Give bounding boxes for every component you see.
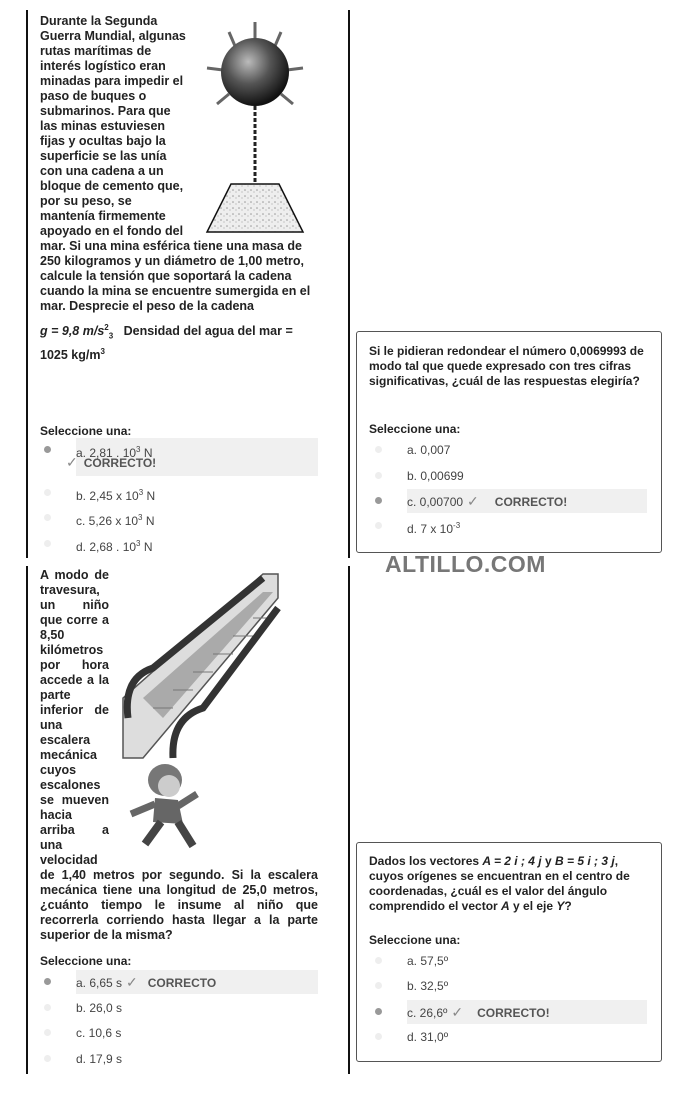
q4-option-a[interactable] bbox=[407, 949, 448, 973]
question-2-text: Si le pidieran redondear el número 0,0069993 de modo tal que quede expresado con tres cifras significativas, ¿cuál de las respuestas elegiría? bbox=[369, 344, 644, 388]
feedback-correct: CORRECTO! bbox=[494, 495, 568, 509]
q3-option-d[interactable] bbox=[76, 1047, 122, 1071]
option-unit: N bbox=[140, 540, 153, 554]
radio[interactable] bbox=[375, 1033, 382, 1040]
escalator-illustration bbox=[113, 568, 318, 768]
option-label: d. 31,0º bbox=[407, 1030, 449, 1044]
q4-option-b[interactable] bbox=[407, 974, 448, 998]
question-3-text: A modo de travesura, un niño que corre a 8,50 kilómetros por hora accede a la parte inferior de una escalera mecánica cuyos escalones se mueven hacia arriba a una velocidad de 1,40 metros por segundo. Si la escalera mecánica tiene una longitud de 25,0 metros, ¿cuánto tiempo le insume al niño que recorrerla corriendo hasta llegar a la parte superior de la misma? bbox=[40, 568, 318, 942]
option-exponent: 3 bbox=[136, 539, 141, 548]
radio-selected[interactable] bbox=[44, 978, 51, 985]
text-fragment: , cuyos orígenes se encuentran en el centro de coordenadas, ¿cuál es el valor del ángulo comprendido el vector bbox=[369, 854, 630, 913]
feedback-correct: CORRECTO! bbox=[83, 456, 157, 470]
option-exponent: 3 bbox=[138, 513, 143, 522]
radio[interactable] bbox=[375, 957, 382, 964]
radio[interactable] bbox=[44, 1004, 51, 1011]
option-label: b. 2,45 x 10 bbox=[76, 489, 139, 503]
q4-select-label: Seleccione una: bbox=[369, 933, 461, 947]
option-exponent: -3 bbox=[453, 521, 461, 530]
text-fragment: ? bbox=[564, 899, 572, 913]
question-2-card bbox=[356, 331, 662, 553]
radio-selected[interactable] bbox=[375, 1008, 382, 1015]
option-unit: N bbox=[142, 514, 155, 528]
q4-option-d[interactable] bbox=[407, 1025, 448, 1049]
option-exponent: 3 bbox=[138, 488, 144, 497]
radio[interactable] bbox=[375, 522, 382, 529]
radio[interactable] bbox=[375, 472, 382, 479]
option-label: a. 0,007 bbox=[407, 443, 451, 457]
option-label: a. 6,65 s bbox=[76, 976, 123, 990]
gravity-value: g = 9,8 m/s bbox=[40, 324, 105, 339]
question-1-text: Durante la Segunda Guerra Mundial, algunas rutas marítimas de interés logístico eran minadas para impedir el paso de buques o submarinos. Para que las minas estuviesen fijas y ocultas bajo la superficie se las unía con una cadena a un bloque de cemento que, por su peso, se mantenía firmemente apoyado en el fondo del mar. Si una mina esférica tiene una masa de 250 kilogramos y un diámetro de 1,00 metro, calcule la tensión que soportará la cadena cuando la mina se encuentre sumergida en el mar. Desprecie el peso de la cadena g = 9,8 $m/s^2_3$ Densidad del agua del mar = 1025 $kg/m^3$ bbox=[40, 14, 315, 363]
option-label: b. 26,0 s bbox=[76, 1001, 123, 1015]
radio-selected[interactable] bbox=[375, 497, 382, 504]
q2-select-label: Seleccione una: bbox=[369, 422, 461, 436]
axis-y: Y bbox=[556, 899, 565, 913]
option-label: d. 2,68 . 10 bbox=[76, 540, 137, 554]
radio[interactable] bbox=[375, 982, 382, 989]
option-label: c. 5,26 x 10 bbox=[76, 514, 139, 528]
feedback-correct: CORRECTO! bbox=[477, 1006, 550, 1020]
check-icon: ✓ bbox=[66, 454, 78, 470]
density-value: Densidad del agua del mar = 1025 kg/m bbox=[40, 324, 293, 362]
text-fragment: Dados los vectores bbox=[369, 854, 483, 868]
q3-option-c[interactable] bbox=[76, 1021, 121, 1045]
radio[interactable] bbox=[44, 1055, 51, 1062]
option-label: a. 57,5º bbox=[407, 954, 449, 968]
radio[interactable] bbox=[44, 540, 51, 547]
option-label: a. 2,81 . 10 bbox=[76, 446, 137, 460]
divider-bottom bbox=[348, 566, 350, 1074]
q4-option-c[interactable] bbox=[407, 1000, 647, 1024]
option-exponent: 3 bbox=[136, 445, 141, 454]
question-4-text bbox=[369, 854, 649, 914]
q3-option-b[interactable] bbox=[76, 996, 122, 1020]
q2-option-d[interactable] bbox=[407, 514, 460, 538]
option-unit: N bbox=[143, 489, 156, 503]
vector-a: A bbox=[501, 899, 510, 913]
radio-selected[interactable] bbox=[44, 446, 51, 453]
option-unit: N bbox=[140, 446, 153, 460]
radio[interactable] bbox=[44, 514, 51, 521]
q1-option-a[interactable] bbox=[66, 438, 318, 476]
option-label: d. 7 x 10 bbox=[407, 522, 454, 536]
radio[interactable] bbox=[44, 489, 51, 496]
check-icon: ✓ bbox=[451, 1004, 464, 1020]
option-label: c. 10,6 s bbox=[76, 1026, 122, 1040]
option-label: b. 0,00699 bbox=[407, 469, 464, 483]
q1-option-d[interactable] bbox=[76, 532, 153, 556]
vector-b-expression: B = 5 i ; 3 j bbox=[554, 854, 615, 868]
text-fragment: y el eje bbox=[509, 899, 557, 913]
option-label: b. 32,5º bbox=[407, 979, 449, 993]
divider-top bbox=[348, 10, 350, 558]
radio[interactable] bbox=[375, 446, 382, 453]
q1-select-label: Seleccione una: bbox=[40, 424, 132, 438]
option-label: c. 0,00700 bbox=[407, 495, 464, 509]
option-label: c. 26,6º bbox=[407, 1006, 448, 1020]
radio[interactable] bbox=[44, 1029, 51, 1036]
sea-mine-illustration bbox=[195, 14, 315, 234]
feedback-correct: CORRECTO bbox=[147, 976, 217, 990]
left-border-top bbox=[26, 10, 28, 558]
q2-option-a[interactable] bbox=[407, 438, 450, 462]
vector-a-expression: A = 2 i ; 4 j bbox=[482, 854, 542, 868]
question-4-card bbox=[356, 842, 662, 1062]
option-label: d. 17,9 s bbox=[76, 1052, 123, 1066]
text-fragment: y bbox=[541, 854, 555, 868]
q3-select-label: Seleccione una: bbox=[40, 954, 132, 968]
q2-option-b[interactable] bbox=[407, 464, 464, 488]
q2-option-c[interactable] bbox=[407, 489, 647, 513]
q1-option-c[interactable] bbox=[76, 506, 155, 530]
check-icon: ✓ bbox=[467, 493, 479, 509]
q3-option-a[interactable] bbox=[76, 970, 318, 994]
running-boy-illustration bbox=[123, 758, 203, 853]
watermark: ALTILLO.COM bbox=[385, 551, 546, 577]
q1-option-b[interactable] bbox=[76, 481, 155, 505]
check-icon: ✓ bbox=[126, 974, 138, 990]
left-border-bottom bbox=[26, 566, 28, 1074]
